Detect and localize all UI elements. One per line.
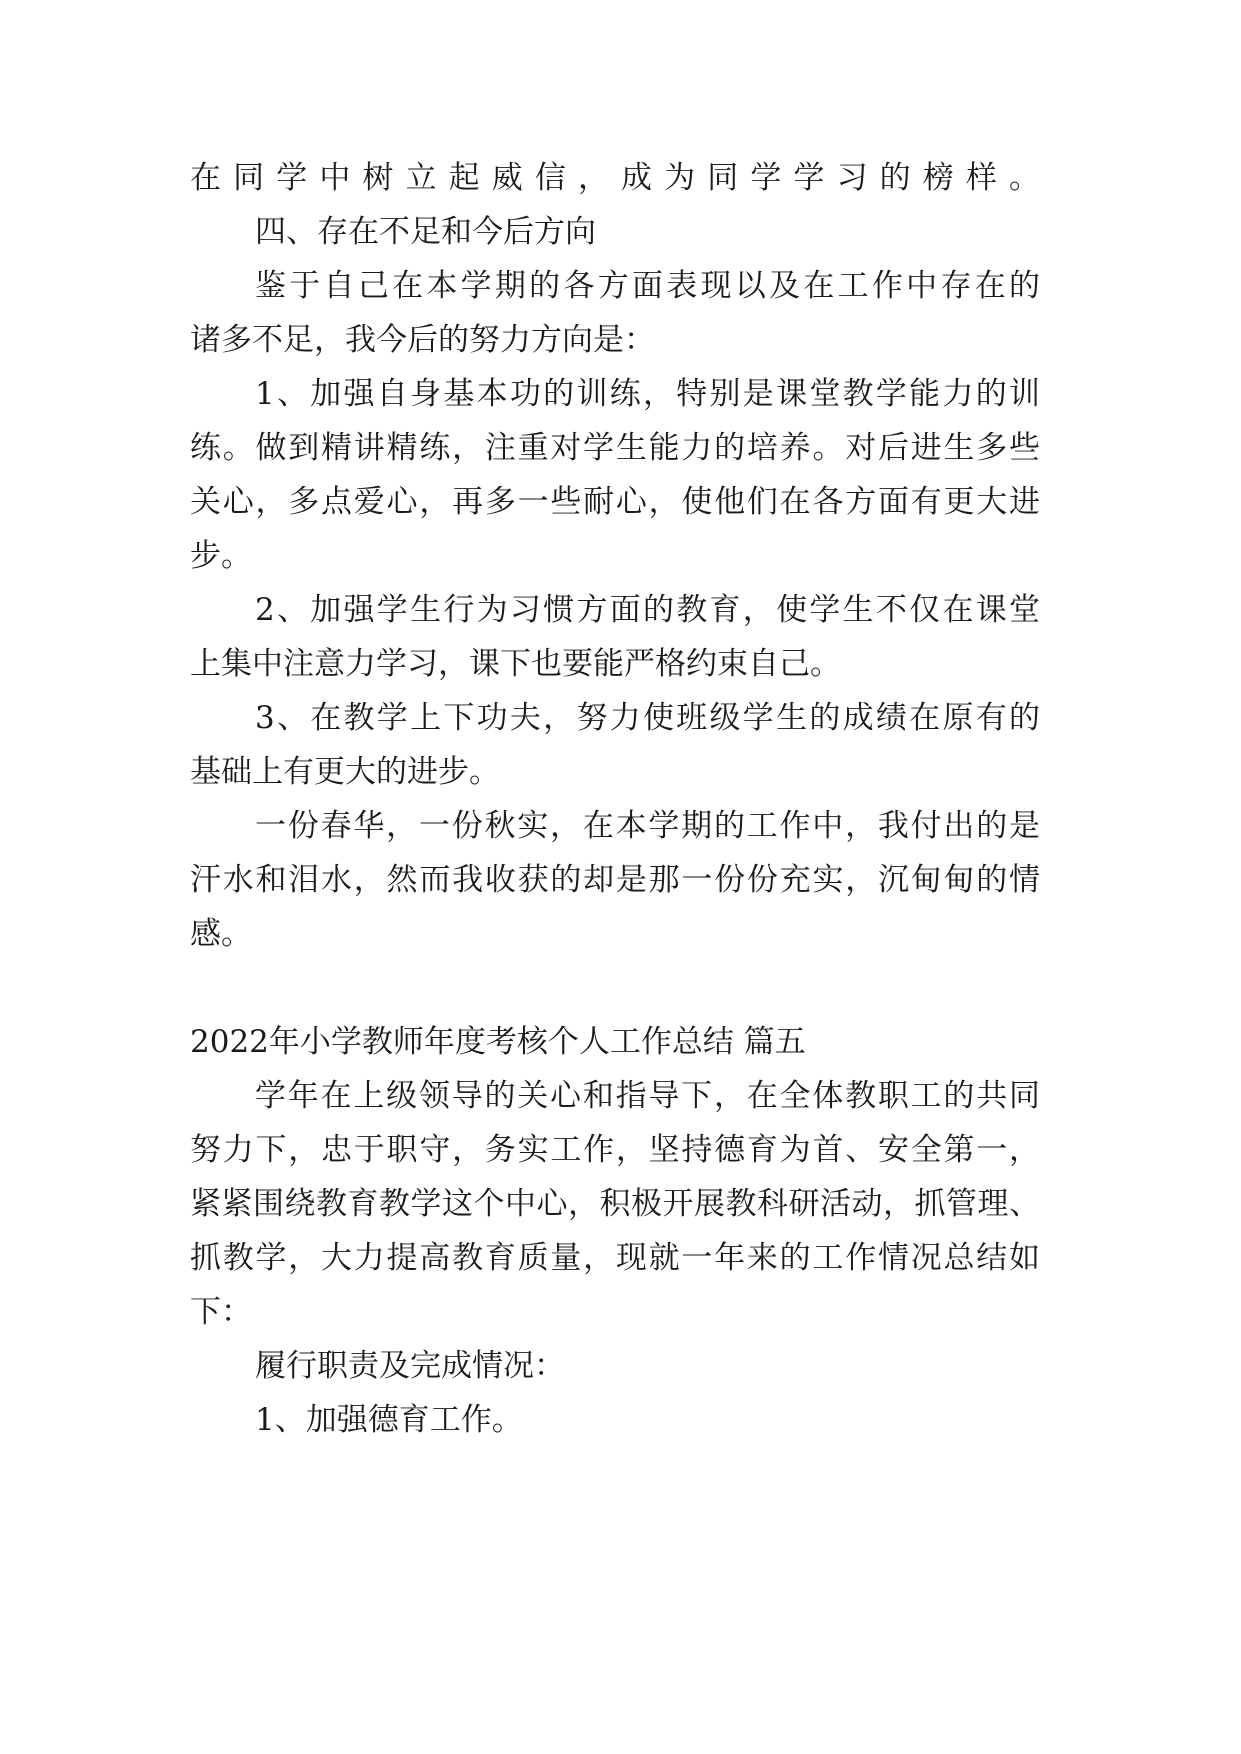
section-heading: 四、存在不足和今后方向 (255, 214, 596, 250)
text-line: 一份春华，一份秋实，在本学期的工作中，我付出的是 (255, 808, 1040, 844)
list-item-line: 关心，多点爱心，再多一些耐心，使他们在各方面有更大进 (190, 484, 1040, 520)
text-line: 学年在上级领导的关心和指导下，在全体教职工的共同 (255, 1078, 1040, 1114)
text-line: 努力下，忠于职守，务实工作，坚持德育为首、安全第一， (190, 1132, 1040, 1168)
text-line: 鉴于自己在本学期的各方面表现以及在工作中存在的 (255, 268, 1040, 304)
text-line: 抓教学，大力提高教育质量，现就一年来的工作情况总结如 (190, 1240, 1040, 1276)
list-item-line: 1、加强德育工作。 (255, 1402, 523, 1438)
text-line: 下： (190, 1294, 252, 1330)
list-item-line: 步。 (190, 538, 252, 574)
list-item-line: 1、加强自身基本功的训练，特别是课堂教学能力的训 (255, 376, 1040, 412)
list-item-line: 练。做到精讲精练，注重对学生能力的培养。对后进生多些 (190, 430, 1040, 466)
list-item-line: 3、在教学上下功夫，努力使班级学生的成绩在原有的 (255, 700, 1040, 736)
text-line: 诸多不足，我今后的努力方向是： (190, 322, 655, 358)
text-line: 履行职责及完成情况： (255, 1348, 565, 1384)
text-line: 感。 (190, 916, 252, 952)
text-line: 紧紧围绕教育教学这个中心，积极开展教科研活动，抓管理、 (190, 1186, 1040, 1222)
article-title: 2022年小学教师年度考核个人工作总结 篇五 (190, 1024, 806, 1060)
text-line: 汗水和泪水，然而我收获的却是那一份份充实，沉甸甸的情 (190, 862, 1040, 898)
list-item-line: 基础上有更大的进步。 (190, 754, 500, 790)
list-item-line: 2、加强学生行为习惯方面的教育，使学生不仅在课堂 (255, 592, 1040, 628)
list-item-line: 上集中注意力学习，课下也要能严格约束自己。 (190, 646, 841, 682)
text-line: 在同学中树立起威信，成为同学学习的榜样。 (190, 160, 1040, 196)
